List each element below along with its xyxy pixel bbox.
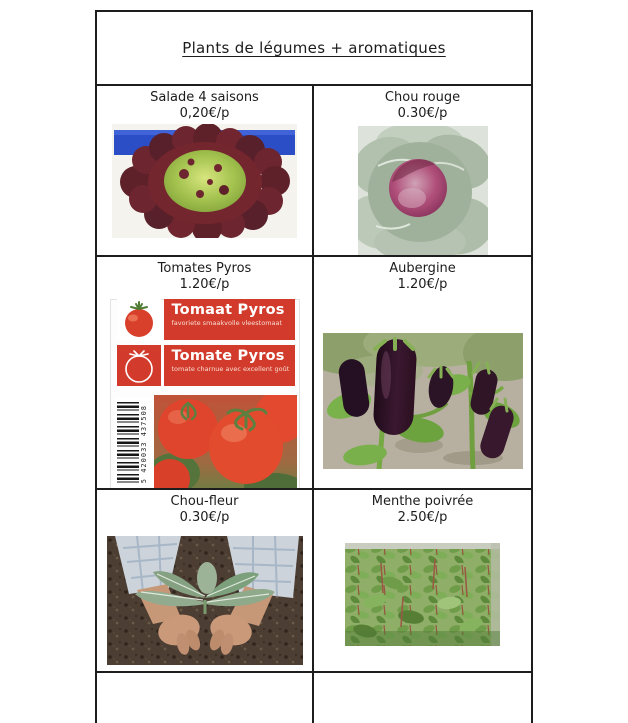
product-cell-menthe — [314, 490, 531, 673]
product-cell-chou-fleur — [97, 490, 314, 673]
packet-front-row — [117, 299, 295, 340]
packet-front-title: Tomaat Pyros — [171, 302, 285, 318]
barcode-number: 5 420033 437508 — [139, 404, 148, 484]
packet-back-banner — [164, 345, 295, 386]
product-cell-aubergine — [314, 257, 531, 490]
eggplant-photo — [323, 333, 523, 469]
cauliflower-planting-photo — [107, 536, 303, 665]
product-name: Salade 4 saisons — [150, 90, 259, 105]
peppermint-photo — [345, 543, 500, 646]
packet-back-subtitle: tomate charnue avec excellent goût — [171, 365, 290, 373]
empty-cell — [314, 673, 531, 723]
product-price: 1.20€/p — [397, 277, 448, 292]
title-row — [97, 12, 531, 86]
product-grid — [97, 86, 531, 723]
tomato-photo-icon — [117, 299, 161, 340]
product-price: 1.20€/p — [179, 277, 230, 292]
red-cabbage-photo — [358, 126, 488, 257]
page-title: Plants de légumes + aromatiques — [182, 39, 446, 57]
product-name: Tomates Pyros — [157, 261, 252, 276]
empty-cell — [97, 673, 314, 723]
tomato-seed-packet — [110, 299, 300, 490]
product-name: Chou-fleur — [170, 494, 239, 509]
tomato-outline-icon — [117, 345, 161, 386]
packet-front-subtitle: favoriete smaakvolle vleestomaat — [171, 319, 283, 327]
product-price: 0.30€/p — [179, 510, 230, 525]
lettuce-photo — [112, 124, 297, 238]
packet-front-banner — [164, 299, 295, 340]
barcode — [114, 397, 154, 490]
barcode-bars — [117, 402, 139, 486]
tomatoes-photo — [154, 395, 297, 490]
product-cell-tomates — [97, 257, 314, 490]
packet-back-title: Tomate Pyros — [171, 348, 285, 364]
product-price: 0.30€/p — [397, 106, 448, 121]
price-table — [95, 10, 533, 723]
product-cell-chou-rouge — [314, 86, 531, 257]
product-name: Chou rouge — [384, 90, 461, 105]
product-price: 0,20€/p — [179, 106, 230, 121]
packet-back-row — [117, 345, 295, 386]
product-cell-salade — [97, 86, 314, 257]
product-name: Aubergine — [389, 261, 456, 276]
product-price: 2.50€/p — [397, 510, 448, 525]
product-name: Menthe poivrée — [371, 494, 474, 509]
